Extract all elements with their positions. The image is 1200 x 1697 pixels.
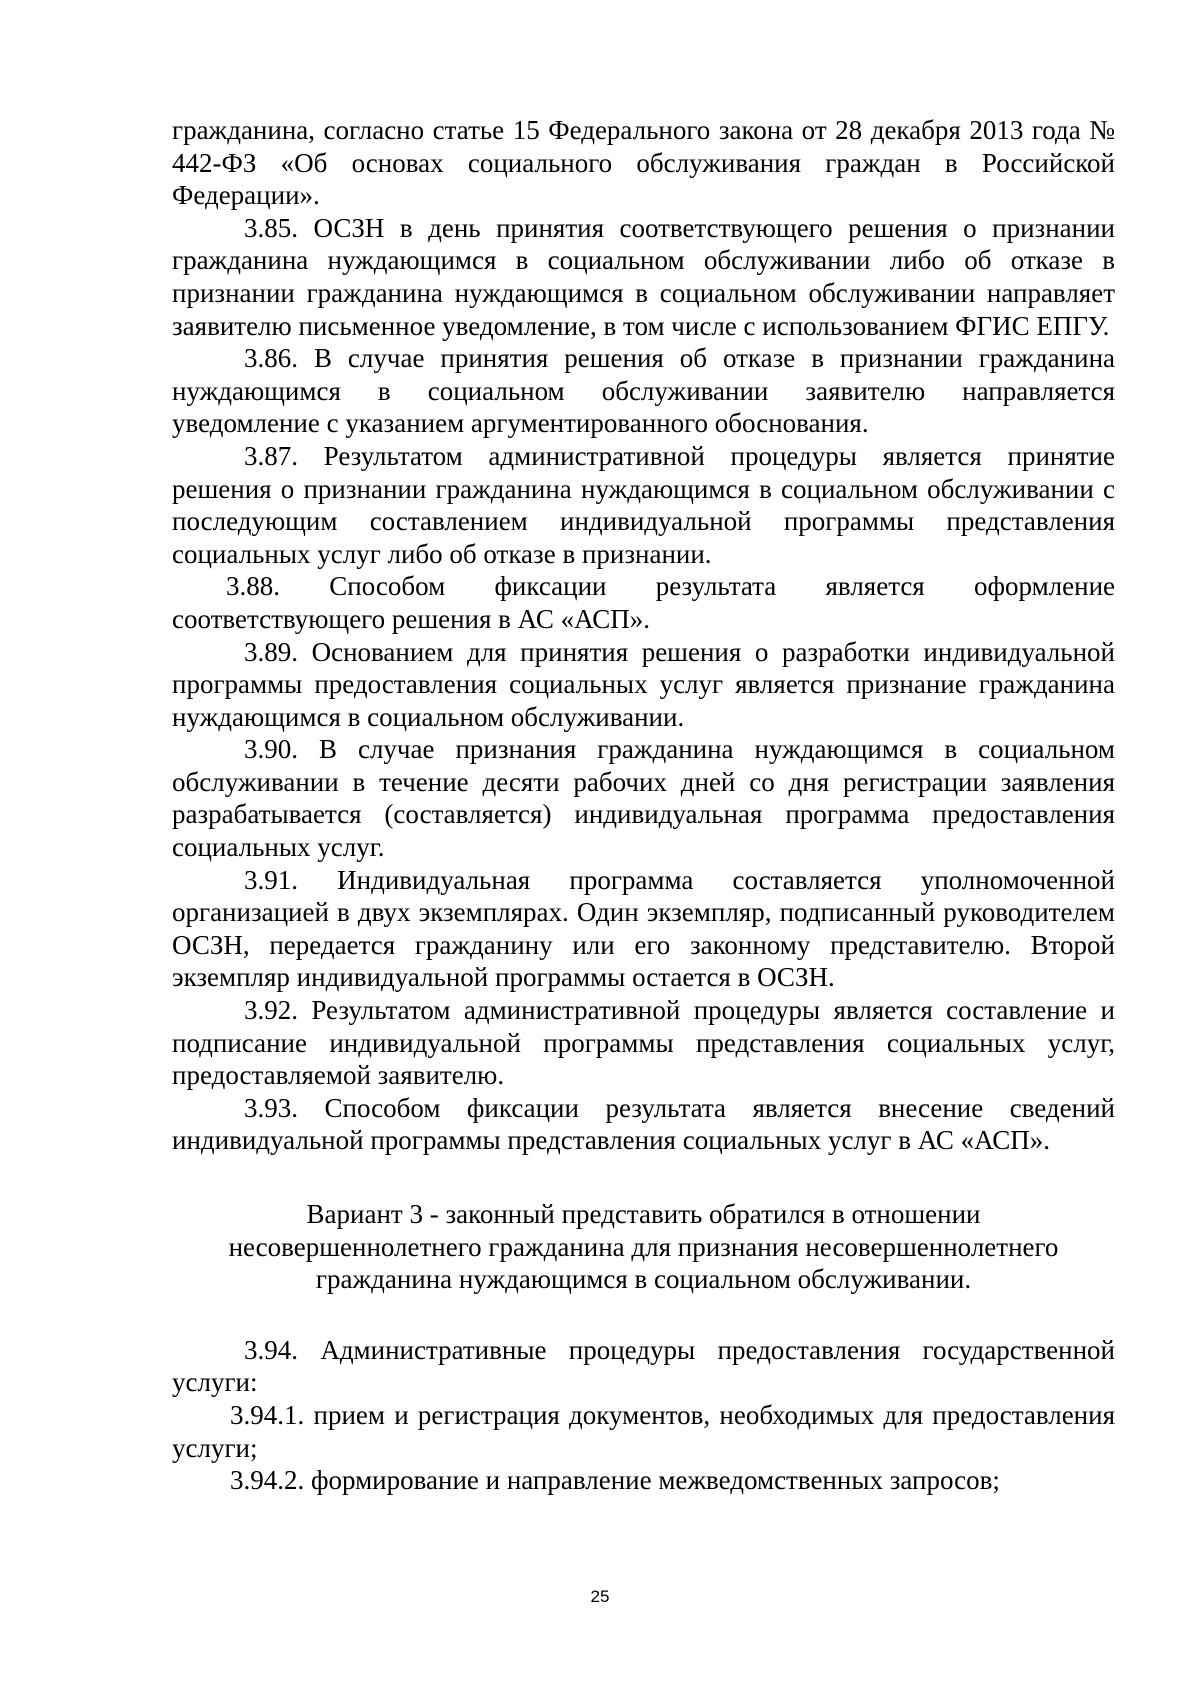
heading-line-1: Вариант 3 - законный представить обратился в отношении <box>306 1199 981 1229</box>
paragraph-3-94-2: 3.94.2. формирование и направление межведомственных запросов; <box>230 1465 1000 1496</box>
heading-line-2: несовершеннолетнего гражданина для признания несовершеннолетнего <box>228 1231 1059 1262</box>
paragraph-3-88: 3.88. Способом фиксации результата является оформление соответствующего решения в АС «АСП». <box>172 571 1115 634</box>
paragraph-3-94: 3.94. Административные процедуры предоставления государственной услуги: <box>172 1334 1115 1398</box>
paragraph-3-87: 3.87. Результатом административной процедуры является принятие решения о признании гражданина нуждающимся в социальном обслуживании с последующим составлением индивидуальной программы представления социальных услуг либо об отказе в признании. <box>172 440 1115 569</box>
page-number: 25 <box>590 1587 610 1606</box>
paragraph-3-89: 3.89. Основанием для принятия решения о разработки индивидуальной программы предоставления социальных услуг является признание гражданина нуждающимся в социальном обслуживании. <box>172 636 1115 732</box>
paragraph-3-86: 3.86. В случае принятия решения об отказе в признании гражданина нуждающимся в социальном обслуживании заявителю направляется уведомление с указанием аргументированного обоснования. <box>172 343 1115 439</box>
paragraph-continuation: гражданина, согласно статье 15 Федерального закона от 28 декабря 2013 года № 442-ФЗ «Об основах социального обслуживания граждан в Российской Федерации». <box>172 115 1115 211</box>
paragraph-3-90: 3.90. В случае признания гражданина нуждающимся в социальном обслуживании в течение десяти рабочих дней со дня регистрации заявления разрабатывается (составляется) индивидуальная программа предоставления социальных услуг. <box>172 734 1115 863</box>
section-heading-variant-3 <box>172 1198 1115 1296</box>
paragraph-3-85: 3.85. ОСЗН в день принятия соответствующего решения о признании гражданина нуждающимся в социальном обслуживании либо об отказе в признании гражданина нуждающимся в социальном обслуживании направляет заявителю письменное уведомление, в том числе с использованием ФГИС ЕПГУ. <box>172 212 1115 341</box>
heading-line-3: гражданина нуждающимся в социальном обслуживании. <box>315 1264 972 1295</box>
paragraph-3-91: 3.91. Индивидуальная программа составляется уполномоченной организацией в двух экземплярах. Один экземпляр, подписанный руководителем ОСЗН, передается гражданину или его законному представителю. Второй экземпляр индивидуальной программы остается в ОСЗН. <box>172 864 1115 993</box>
document-body <box>172 114 1115 1497</box>
paragraph-3-93: 3.93. Способом фиксации результата является внесение сведений индивидуальной программы представления социальных услуг в АС «АСП». <box>172 1092 1115 1156</box>
paragraph-3-94-1: 3.94.1. прием и регистрация документов, необходимых для предоставления услуги; <box>172 1399 1115 1463</box>
paragraph-3-92: 3.92. Результатом административной процедуры является составление и подписание индивидуальной программы представления социальных услуг, предоставляемой заявителю. <box>172 995 1115 1091</box>
